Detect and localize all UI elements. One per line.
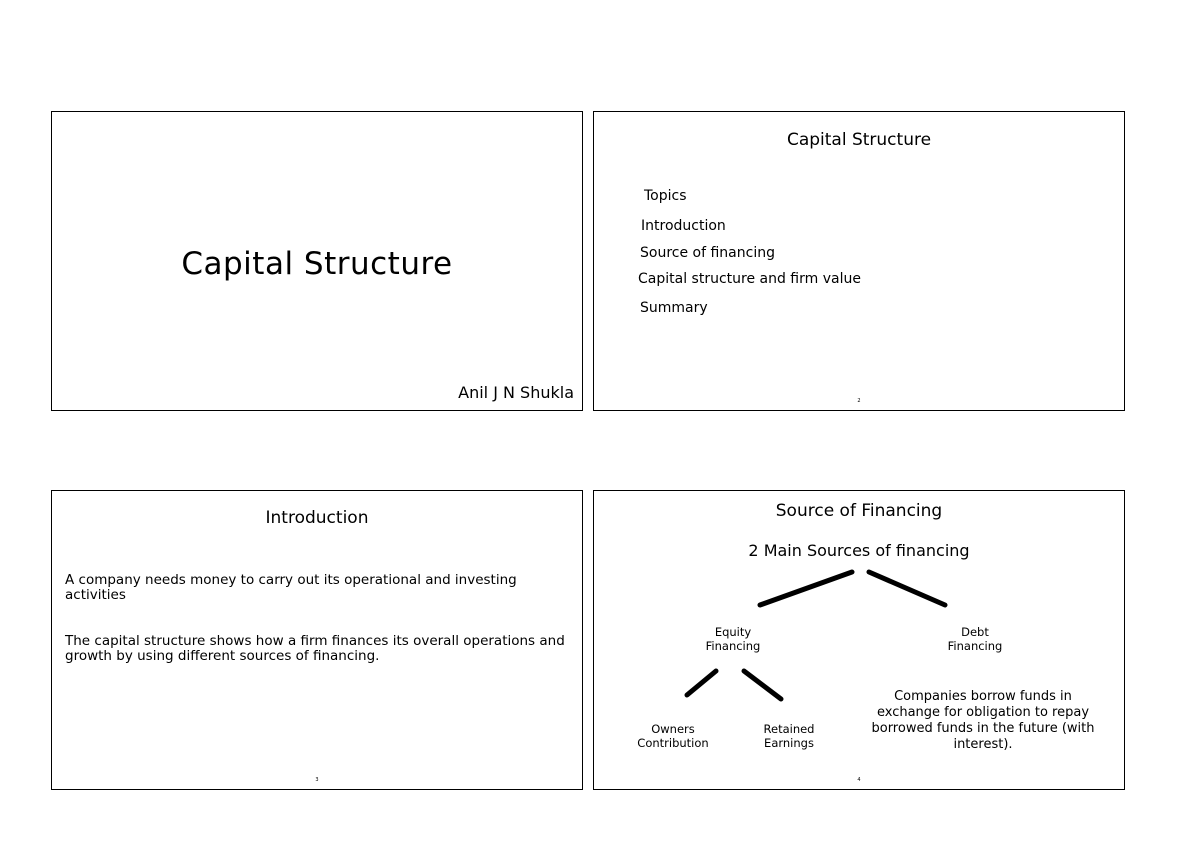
slide-4 <box>593 490 1125 790</box>
intro-paragraph: A company needs money to carry out its operational and investing activities <box>65 572 517 603</box>
topic-item: Source of financing <box>640 245 775 261</box>
topic-item: Summary <box>640 300 708 316</box>
intro-paragraph: The capital structure shows how a firm finances its overall operations and growth by using different sources of financing. <box>65 633 565 664</box>
debt-label-line: Debt <box>961 625 989 639</box>
page-number: 4 <box>857 777 861 783</box>
equity-financing-node <box>688 625 778 653</box>
retained-label-line: Retained <box>763 722 815 736</box>
topic-item: Capital structure and firm value <box>638 271 861 287</box>
equity-label-line: Equity <box>714 625 752 639</box>
owners-contribution-node <box>623 722 723 750</box>
slide-3-title: Introduction <box>265 508 369 528</box>
branch-line-owners <box>687 671 716 695</box>
slide-1 <box>51 111 583 411</box>
page-number: 2 <box>857 398 861 404</box>
branch-line-debt <box>869 572 945 605</box>
debt-financing-node <box>930 625 1020 653</box>
topic-item: Introduction <box>641 218 726 234</box>
branch-line-retained <box>744 671 781 699</box>
slide-3 <box>51 490 583 790</box>
debt-label-line: Financing <box>947 639 1003 653</box>
retained-earnings-node <box>744 722 834 750</box>
slide-2 <box>593 111 1125 411</box>
owners-label-line: Owners <box>651 722 695 736</box>
topics-heading: Topics <box>644 188 687 204</box>
equity-label-line: Financing <box>705 639 761 653</box>
owners-label-line: Contribution <box>637 736 709 750</box>
page-number: 3 <box>315 777 319 783</box>
slide-2-title: Capital Structure <box>786 130 932 150</box>
slide-4-subtitle: 2 Main Sources of financing <box>748 541 970 560</box>
debt-description: Companies borrow funds in exchange for obligation to repay borrowed funds in the future (with interest). <box>871 689 1095 752</box>
slide-1-title: Capital Structure <box>181 246 453 282</box>
branch-line-equity <box>760 572 852 605</box>
retained-label-line: Earnings <box>764 736 814 750</box>
slide-1-author: Anil J N Shukla <box>458 383 574 402</box>
slide-4-title: Source of Financing <box>775 501 943 521</box>
